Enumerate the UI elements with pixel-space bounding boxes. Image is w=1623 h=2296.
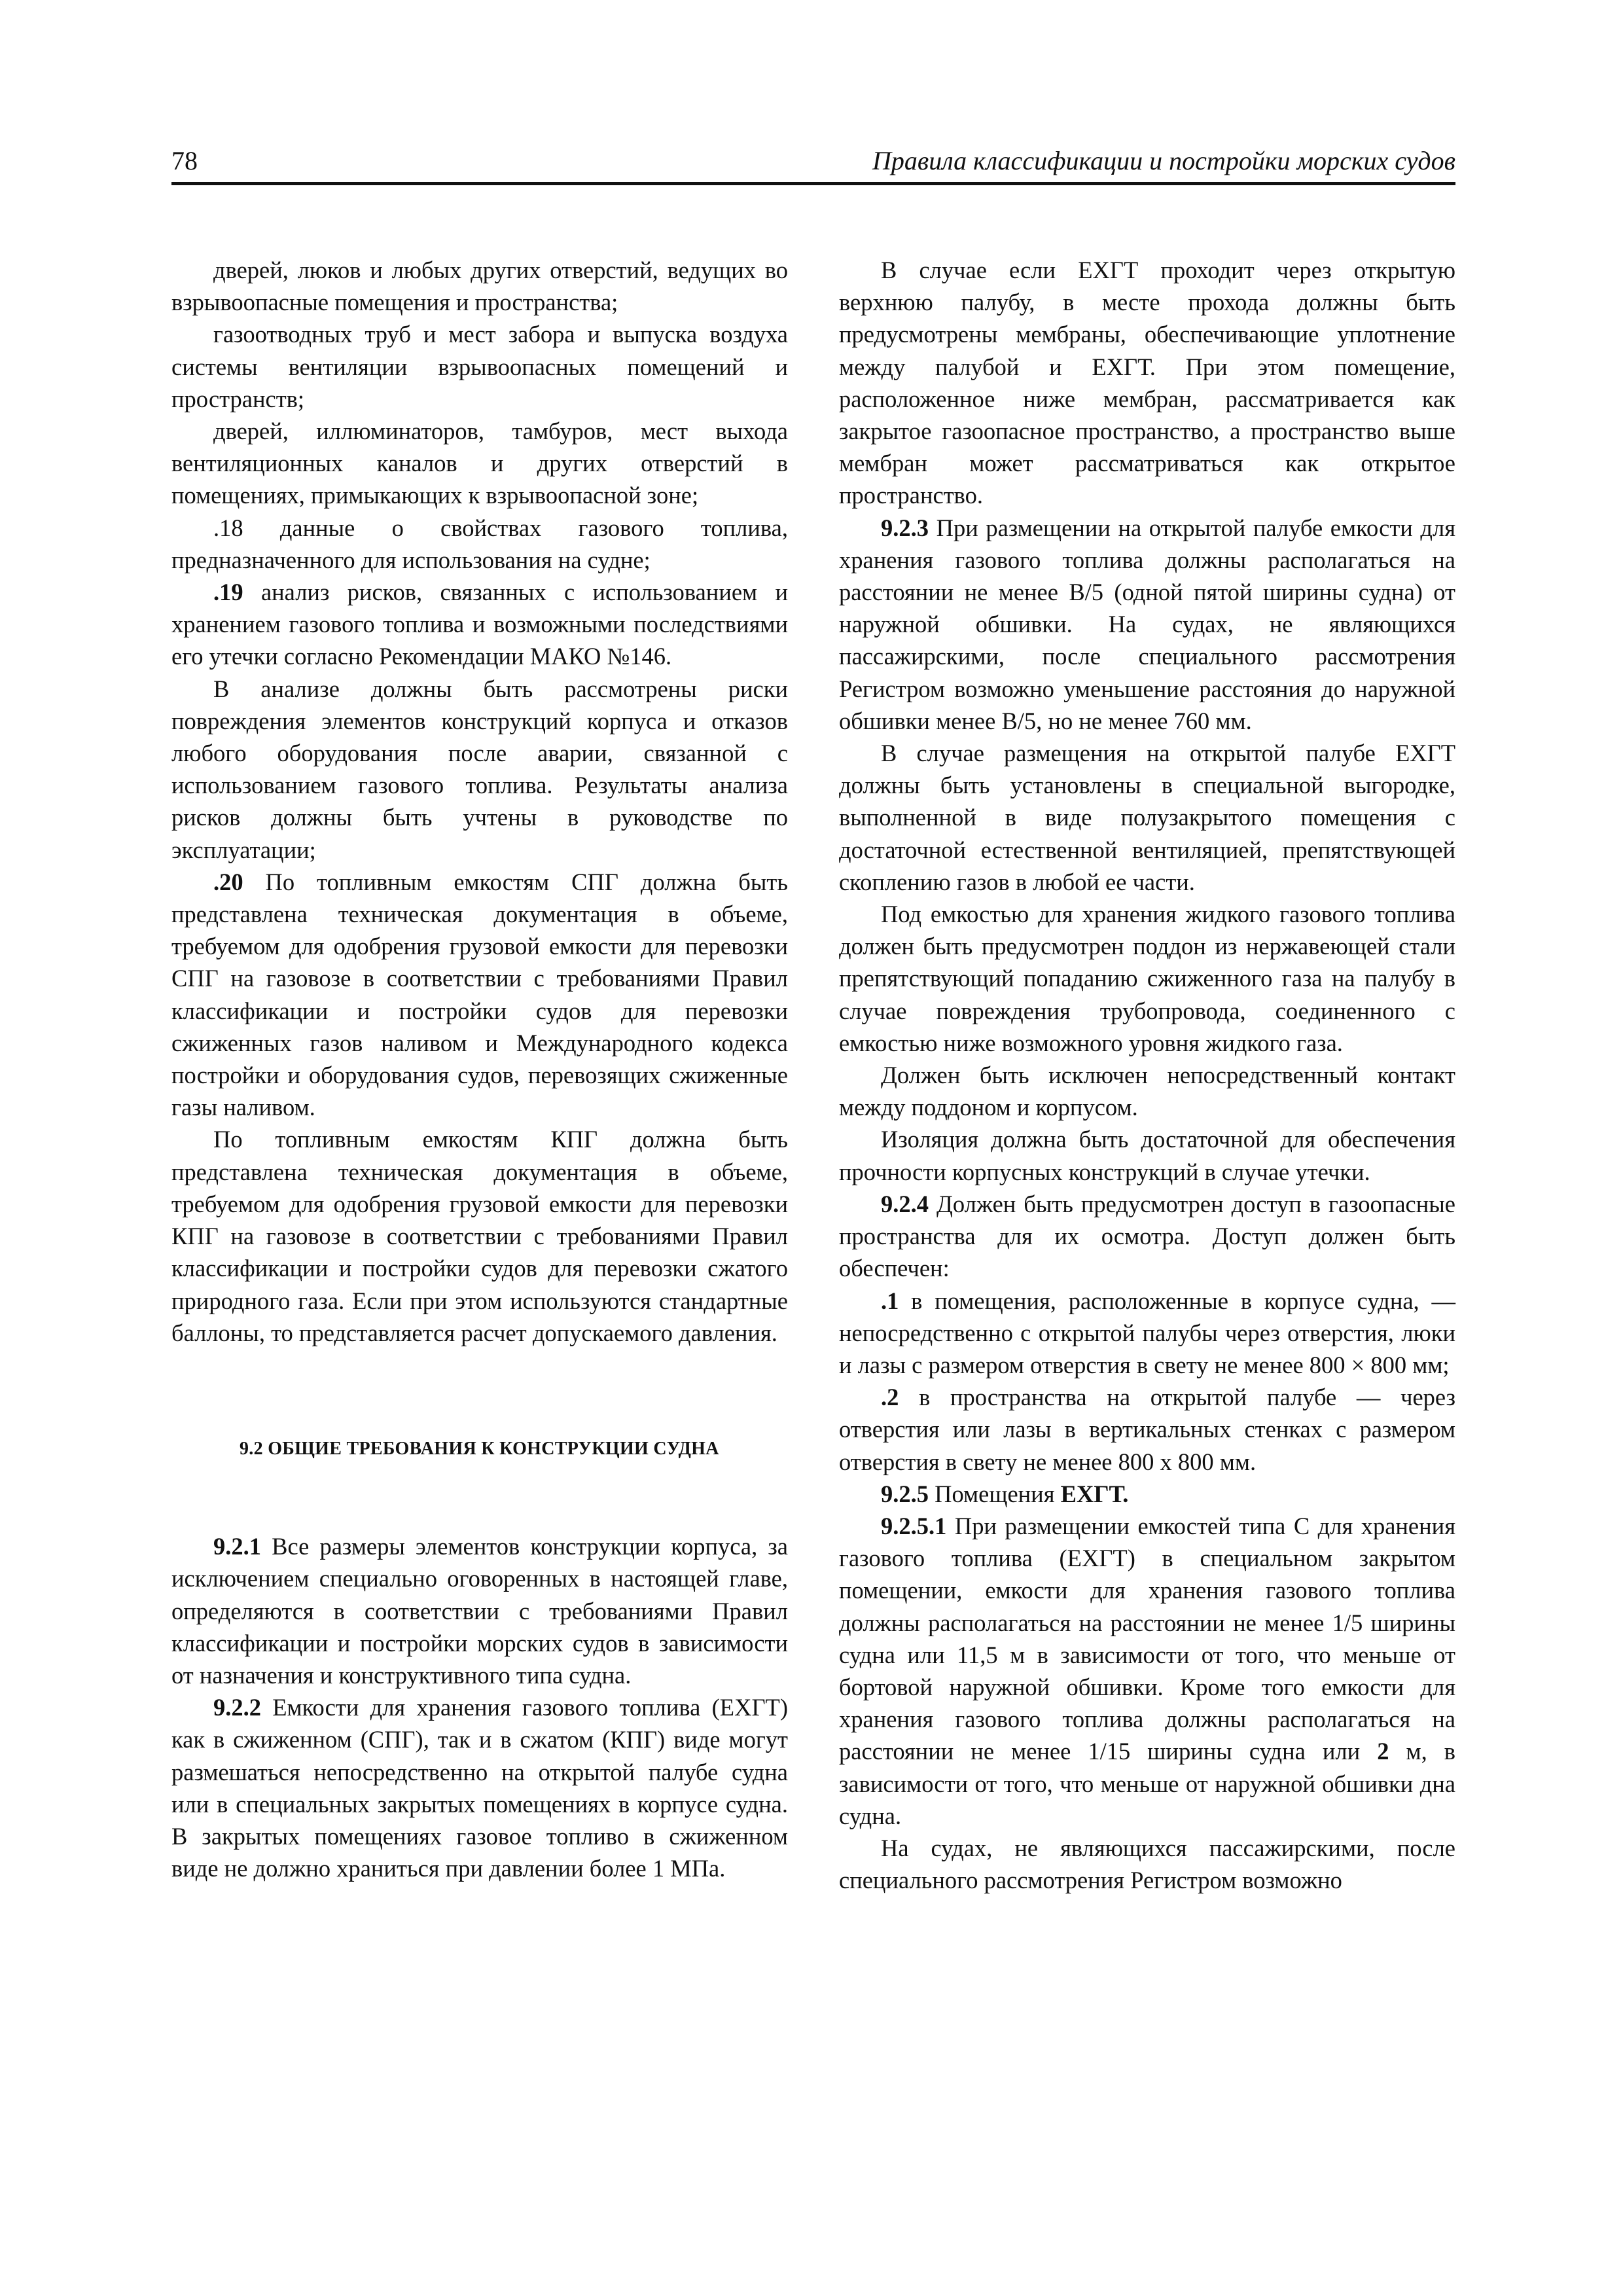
paragraph: дверей, иллюминаторов, тамбуров, мест выхода вентиляционных каналов и других отверстий в помещениях, примыкающих к взрывоопасной зоне; — [171, 418, 788, 509]
clause-text: Все размеры элементов конструкции корпуса, за исключением специально оговоренных в настоящей главе, определяются в соответствии с требованиями Правил классификации и постройки морских судов в зависимости от назначения и конструктивного типа судна. — [171, 1533, 788, 1689]
bold-value: 2 — [1377, 1738, 1389, 1765]
paragraph: По топливным емкостям КПГ должна быть представлена техническая документация в объеме, требуемом для одобрения грузовой емкости для перевозки КПГ на газовозе в соответствии с требованиями Правил классификации и постройки судов для перевозки сжатого природного газа. Если при этом используются стандартные баллоны, то представляется расчет допускаемого давления. — [171, 1126, 788, 1346]
clause-text: При размещении емкостей типа С для хранения газового топлива (ЕХГТ) в специальном закрытом помещении, емкости для хранения газового топлива должны располагаться на расстоянии не менее 1/5 ширины судна или 11,5 м в зависимости от того, что меньше от бортовой наружной обшивки. Кроме того емкости для хранения газового топлива должны располагаться на расстоянии не менее 1/15 ширины судна или — [839, 1512, 1455, 1765]
paragraph: Под емкостью для хранения жидкого газового топлива должен быть предусмотрен поддон из нержавеющей стали препятствующий попаданию сжиженного газа на палубу в случае повреждения трубопровода, соединенного с емкостью ниже возможного уровня жидкого газа. — [839, 901, 1455, 1056]
clause-text: При размещении на открытой палубе емкости для хранения газового топлива должны располагаться на расстоянии не менее В/5 (одной пятой ширины судна) от наружной обшивки. На судах, не являющихся пассажирскими, после специального рассмотрения Регистром возможно уменьшение расстояния до наружной обшивки менее В/5, но не менее 760 мм. — [839, 514, 1455, 734]
clause — [839, 1510, 1455, 1832]
clause-text: Емкости для хранения газового топлива (ЕХГТ) как в сжиженном (СПГ), так и в сжатом (КПГ) виде могут размешаться непосредственно на открытой палубе судна или в специальных закрытых помещениях в корпусе судна. В закрытых помещениях газовое топливо в сжиженном виде не должно храниться при давлении более 1 МПа. — [171, 1694, 788, 1882]
item-number: .19 — [213, 579, 243, 606]
list-item — [839, 1285, 1455, 1382]
list-item — [171, 512, 788, 576]
item-text: По топливным емкостям СПГ должна быть представлена техническая документация в объеме, требуемом для одобрения грузовой емкости для перевозки СПГ на газовозе в соответствии с требованиями Правил классификации и постройки судов для перевозки сжиженных газов наливом и Международного кодекса постройки и оборудования судов, перевозящих сжиженные газы наливом. — [171, 868, 788, 1121]
page-header — [171, 143, 1455, 185]
item-number: .2 — [881, 1384, 899, 1411]
clause-text: м, в зависимости от того, что меньше от наружной обшивки дна судна. — [839, 1738, 1455, 1829]
item-text: данные о свойствах газового топлива, предназначенного для использования на судне; — [171, 514, 788, 573]
item-number: .18 — [213, 514, 243, 541]
clause — [839, 1478, 1455, 1510]
paragraph: На судах, не являющихся пассажирскими, после специального рассмотрения Регистром возможно — [839, 1834, 1455, 1894]
clause-number: 9.2.5.1 — [881, 1512, 947, 1539]
item-text: в помещения, расположенные в корпусе судна, — непосредственно с открытой палубы через отверстия, люки и лазы с размером отверстия в свету не менее 800 × 800 мм; — [839, 1287, 1455, 1378]
clause — [839, 1188, 1455, 1285]
item-number: .20 — [213, 868, 243, 895]
list-item — [839, 1381, 1455, 1478]
item-text: в пространства на открытой палубе — через отверстия или лазы в вертикальных стенках с размером отверстия в свету не менее 800 х 800 мм. — [839, 1384, 1455, 1475]
paragraph: дверей, люков и любых других отверстий, ведущих во взрывоопасные помещения и пространства; — [171, 257, 788, 316]
right-column — [839, 254, 1455, 1896]
page-number: 78 — [171, 146, 198, 175]
list-item — [171, 866, 788, 1124]
clause — [171, 1530, 788, 1691]
clause-text: Должен быть предусмотрен доступ в газоопасные пространства для их осмотра. Доступ должен быть обеспечен: — [839, 1190, 1455, 1282]
item-number: .1 — [881, 1287, 899, 1314]
paragraph: В случае если ЕХГТ проходит через открытую верхнюю палубу, в месте прохода должны быть предусмотрены мембраны, обеспечивающие уплотнение между палубой и ЕХГТ. При этом помещение, расположенное ниже мембран, рассматривается как закрытое газоопасное пространство, а пространство выше мембран может рассматриваться как открытое пространство. — [839, 257, 1455, 509]
paragraph: газоотводных труб и мест забора и выпуска воздуха системы вентиляции взрывоопасных помещений и пространств; — [171, 321, 788, 412]
paragraph: В случае размещения на открытой палубе ЕХГТ должны быть установлены в специальной выгородке, выполненной в виде полузакрытого помещения с достаточной естественной вентиляцией, препятствующей скоплению газов в любой ее части. — [839, 740, 1455, 895]
paragraph: Изоляция должна быть достаточной для обеспечения прочности корпусных конструкций в случае утечки. — [839, 1126, 1455, 1185]
list-item — [171, 576, 788, 673]
clause-number: 9.2.3 — [881, 514, 929, 541]
clause-number: 9.2.2 — [213, 1694, 261, 1721]
left-column — [171, 254, 788, 1884]
clause-number: 9.2.5 — [881, 1480, 929, 1507]
clause — [839, 512, 1455, 737]
clause-number: 9.2.1 — [213, 1533, 261, 1560]
paragraph: В анализе должны быть рассмотрены риски повреждения элементов конструкций корпуса и отказов любого оборудования после аварии, связанной с использованием газового топлива. Результаты анализа рисков должны быть учтены в руководстве по эксплуатации; — [171, 675, 788, 863]
clause — [171, 1691, 788, 1884]
section-heading: 9.2 ОБЩИЕ ТРЕБОВАНИЯ К КОНСТРУКЦИИ СУДНА — [240, 1438, 719, 1459]
clause-number: 9.2.4 — [881, 1190, 929, 1217]
item-text: анализ рисков, связанных с использованием и хранением газового топлива и возможными последствиями его утечки согласно Рекомендации МАКО №146. — [171, 579, 788, 670]
paragraph: Должен быть исключен непосредственный контакт между поддоном и корпусом. — [839, 1062, 1455, 1121]
running-title: Правила классификации и постройки морских судов — [872, 146, 1455, 175]
clause-title-bold: ЕХГТ. — [1060, 1480, 1129, 1507]
clause-text: Помещения — [929, 1480, 1061, 1507]
